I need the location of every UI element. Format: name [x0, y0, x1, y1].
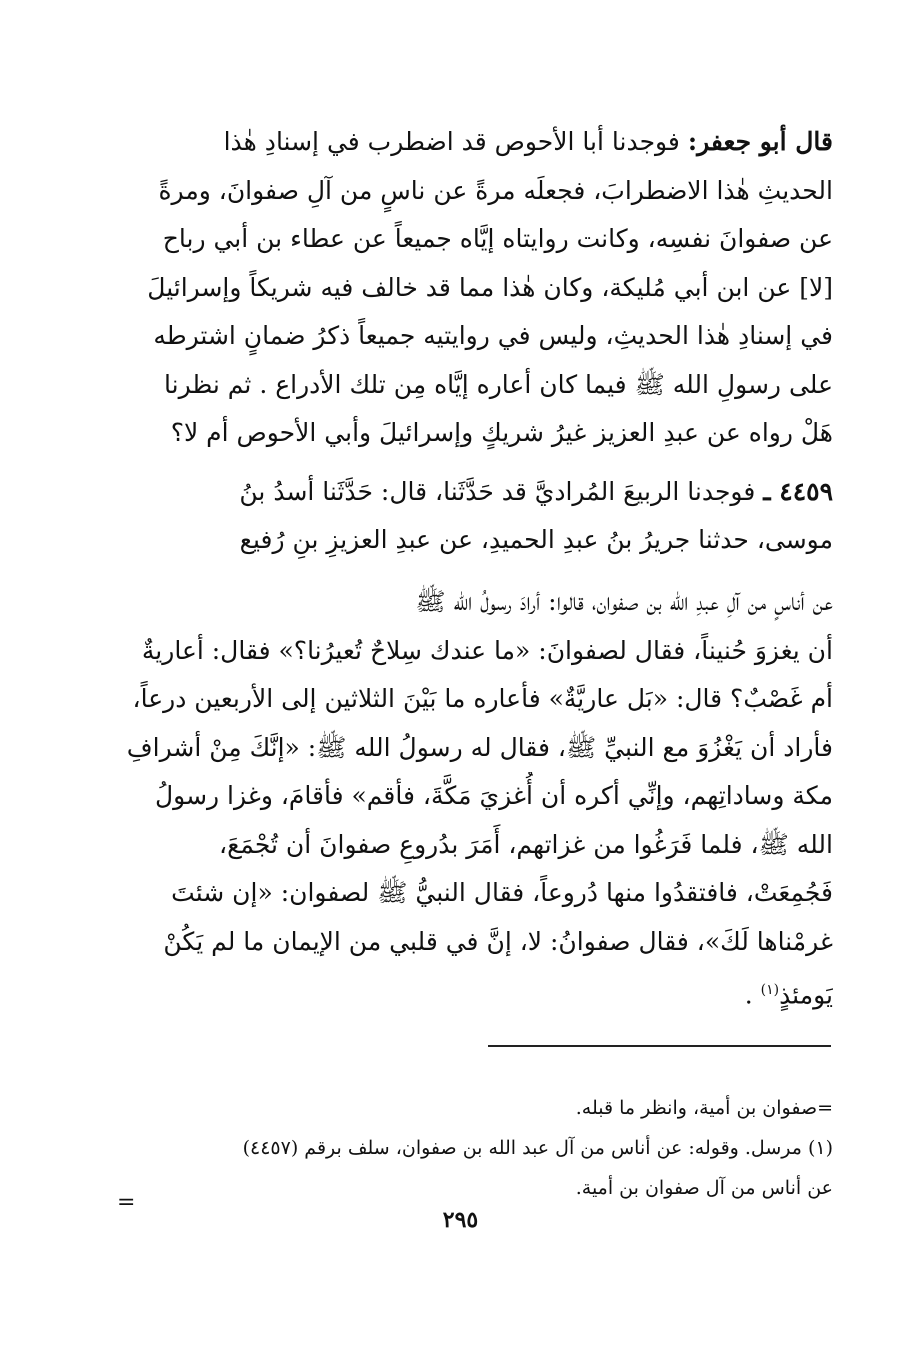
footnotes: [88, 1088, 833, 1208]
text-line: يَومئذٍ$^{(١)}$ .: [744, 980, 833, 1010]
hadith-4459-matn: [88, 578, 833, 1020]
text-line: في إسنادِ هٰذا الحديثِ، وليس في روايتيه جميعاً ذكرُ ضمانٍ اشترطه: [153, 321, 833, 350]
text-line: موسى، حدثنا جريرُ بنُ عبدِ الحميدِ، عن عبدِ العزيزِ بنِ رُفيع: [239, 525, 833, 554]
hadith-4459-isnad: [88, 468, 833, 564]
text-line: الله ﷺ، فلما فَرَغُوا من غزاتهم، أَمَرَ بدُروعِ صفوانَ أن تُجْمَعَ،: [219, 829, 833, 859]
text-line: أن يغزوَ حُنيناً، فقال لصفوانَ: «ما عندك سِلاحٌ تُعيرُنا؟» فقال: أعاريةٌ: [141, 635, 833, 665]
text-line: [لا] عن ابن أبي مُليكة، وكان هٰذا مما قد خالف فيه شريكاً وإسرائيلَ: [147, 272, 833, 302]
page-number: ٢٩٥: [442, 1207, 479, 1233]
text-line: غرمْناها لَكَ»، فقال صفوانُ: لا، إنَّ في قلبي من الإيمان ما لم يَكُنْ: [163, 926, 833, 956]
footnote-reference: (١): [760, 982, 780, 998]
footnote-line: (١) مرسل. وقوله: عن أناس من آل عبد الله بن صفوان، سلف برقم (٤٤٥٧): [242, 1137, 833, 1159]
text-line: قال أبو جعفر: فوجدنا أبا الأحوص قد اضطرب في إسنادِ هٰذا: [223, 127, 833, 156]
footnote-continuation-mark: =: [117, 1190, 136, 1215]
speaker-label: قال أبو جعفر:: [687, 127, 833, 156]
footnote-line: =صفوان بن أمية، وانظر ما قبله.: [575, 1097, 833, 1119]
text-line: على رسولِ الله ﷺ فيما كان أعاره إيَّاه مِن تلك الأدراع . ثم نظرنا: [164, 369, 833, 399]
footnote-line: عن أناس من آل صفوان بن أمية.: [575, 1177, 833, 1199]
text-line: هَلْ رواه عن عبدِ العزيز غيرُ شريكٍ وإسرائيلَ وأبي الأحوص أم لا؟: [170, 418, 833, 447]
text-line: فأراد أن يَغْزُوَ مع النبيِّ ﷺ، فقال له رسولُ الله ﷺ: «إنَّكَ مِنْ أشرافِ: [126, 732, 833, 762]
footnote-separator: [488, 1045, 831, 1047]
text-line: عن أناسٍ من آلِ عبدِ الله بن صفوان، قالوا: أرادَ رسولُ الله ﷺ: [415, 587, 833, 616]
text-line: عن صفوانَ نفسِه، وكانت روايتاه إيَّاه جميعاً عن عطاء بن أبي رباح: [162, 224, 833, 253]
paragraph-abu-jafar: [88, 118, 833, 458]
text-line: أم غَصْبٌ؟ قال: «بَل عاريَّةٌ» فأعاره ما بَيْنَ الثلاثين إلى الأربعين درعاً،: [132, 684, 833, 713]
text-line: الحديثِ هٰذا الاضطرابَ، فجعلَه مرةً عن ناسٍ من آلِ صفوانَ، ومرةً: [158, 175, 833, 205]
hadith-number: ٤٤٥٩ ـ: [763, 477, 833, 506]
text-line: ٤٤٥٩ ـ فوجدنا الربيعَ المُراديَّ قد حَدَّثَنا، قال: حَدَّثَنا أسدُ بنُ: [239, 477, 833, 506]
text-line: فَجُمِعَتْ، فافتقدُوا منها دُروعاً، فقال النبيُّ ﷺ لصفوان: «إن شئتَ: [171, 878, 833, 907]
text-line: مكة وساداتِهم، وإنِّي أكره أن أُغزيَ مَكَّةَ، فأقم» فأقامَ، وغزا رسولُ: [154, 781, 833, 810]
